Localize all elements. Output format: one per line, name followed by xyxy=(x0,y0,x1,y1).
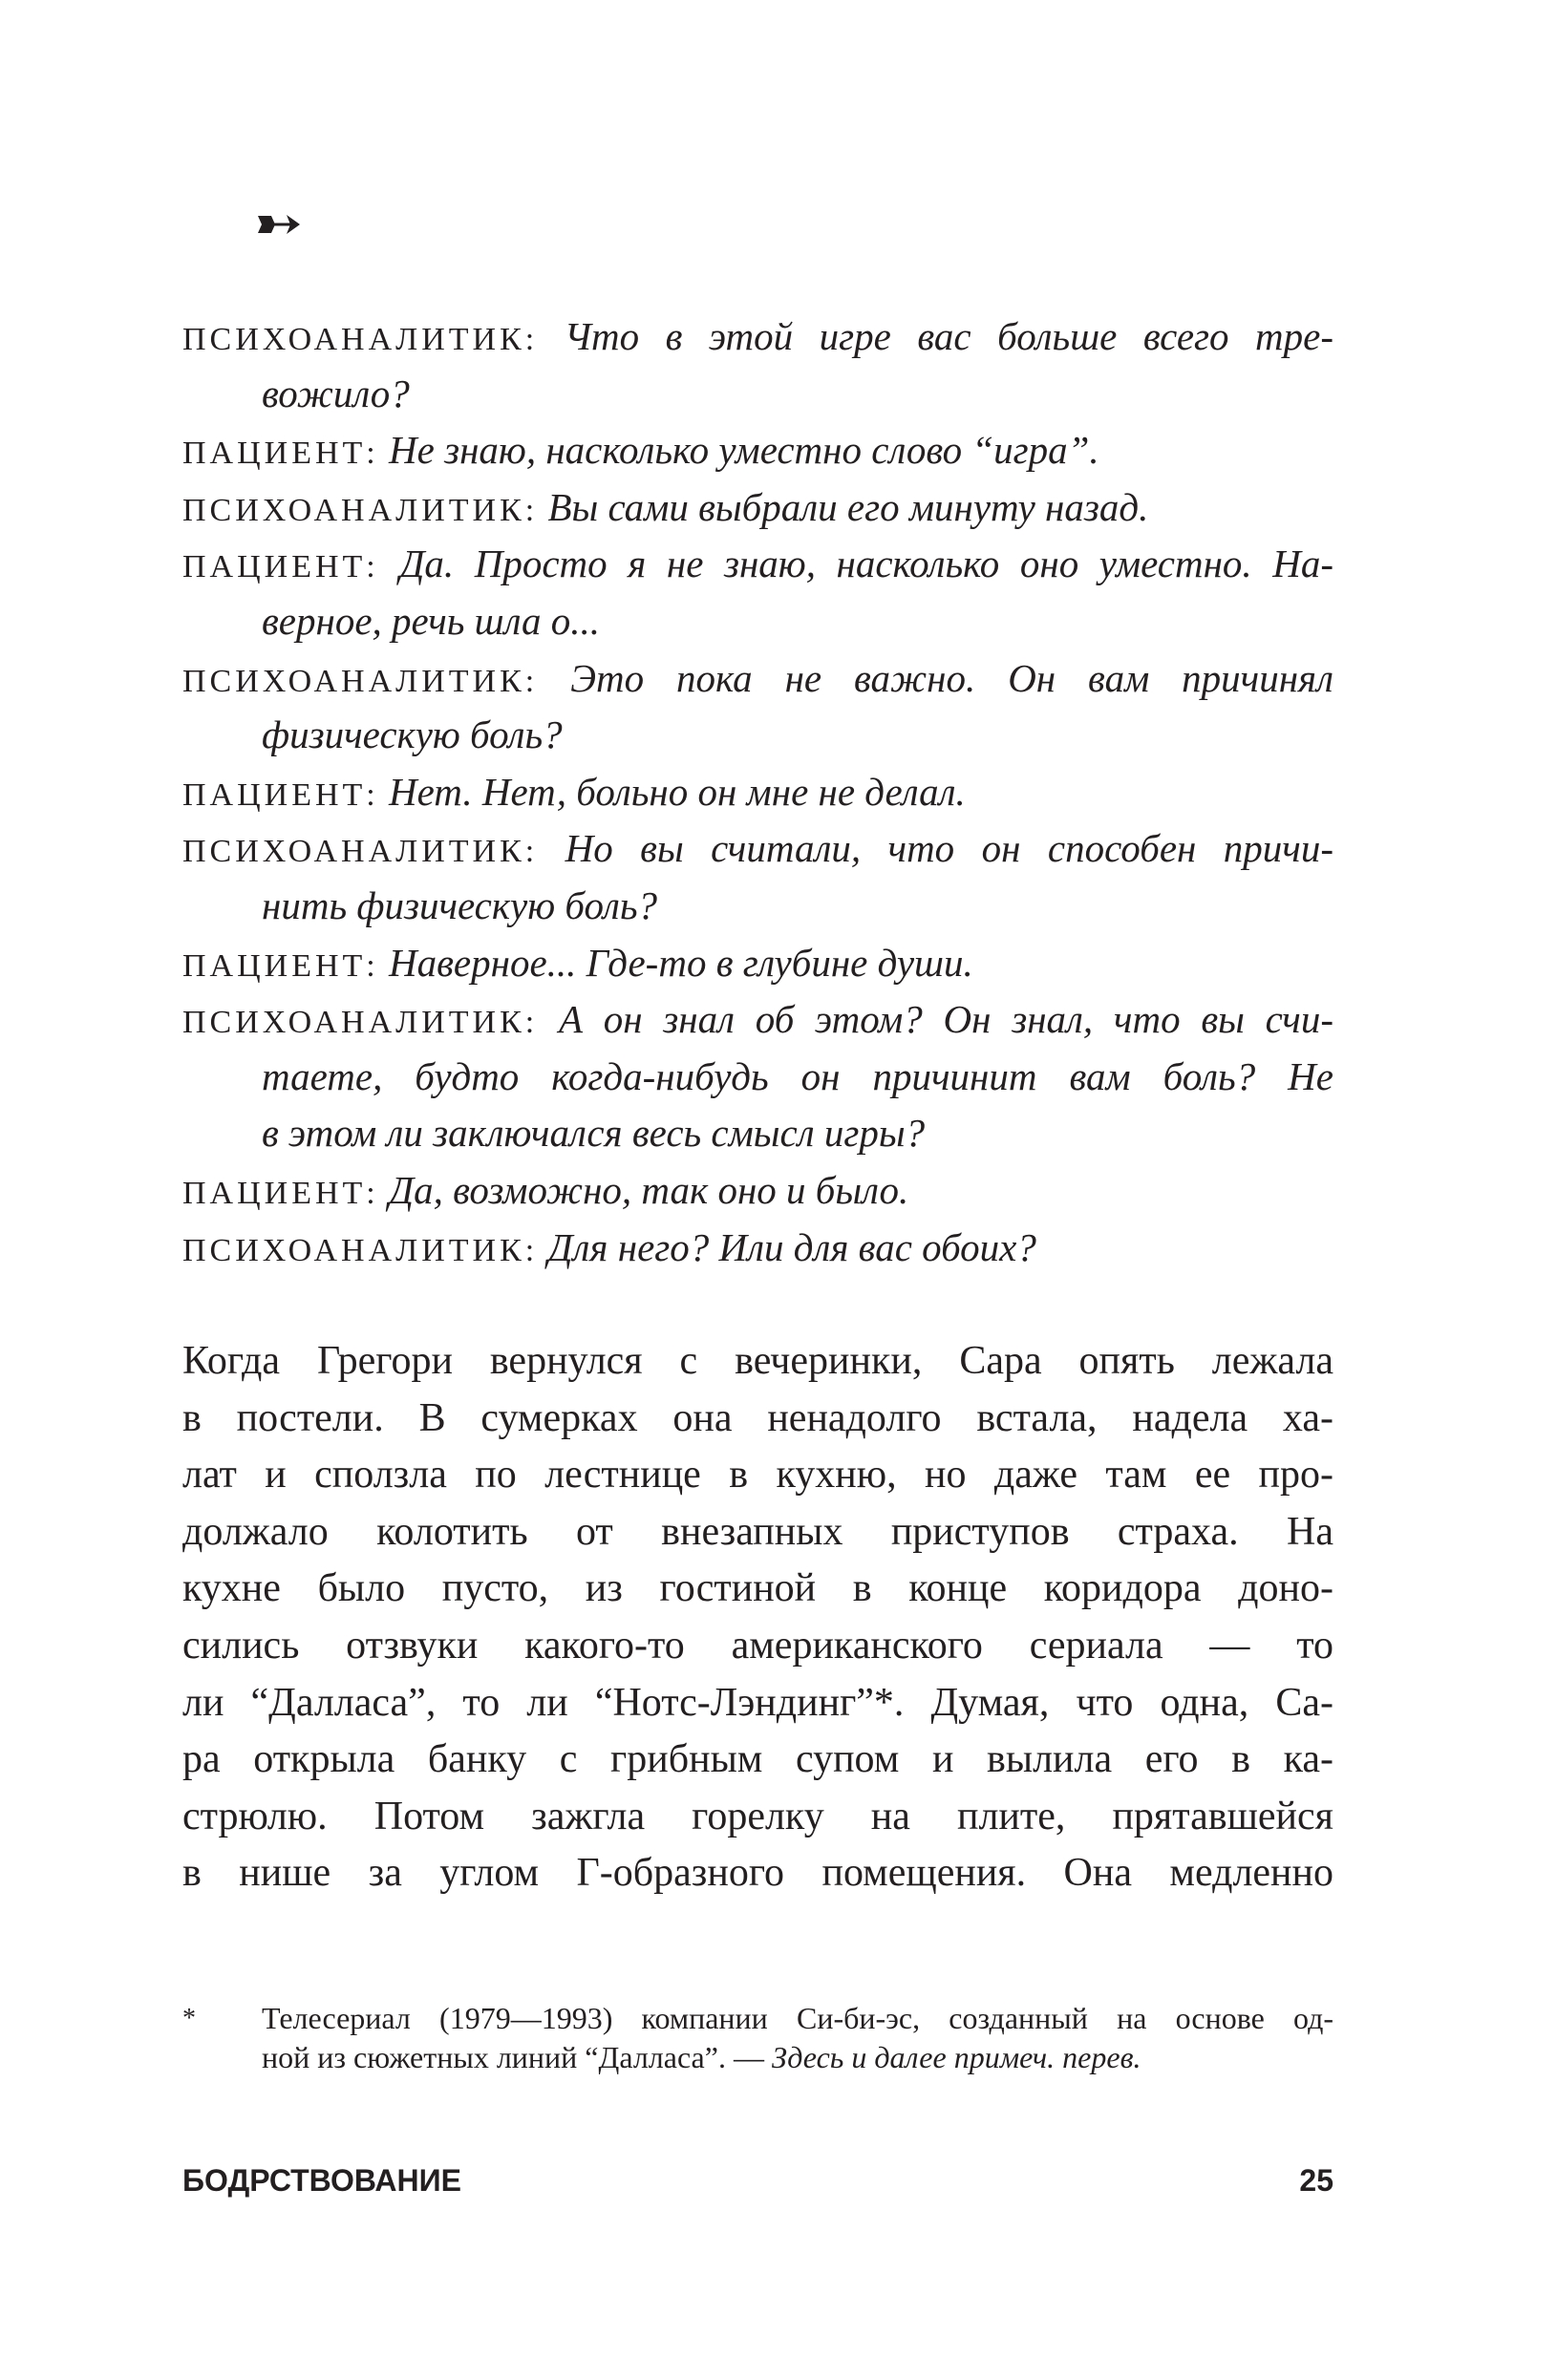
footnote-line xyxy=(262,2038,1333,2077)
dialogue-line xyxy=(182,820,1333,878)
footnote xyxy=(182,1999,1333,2077)
footnote-mark: * xyxy=(182,2004,196,2033)
paragraph-line: лат и сползла по лестнице в кухню, но даже там ее про- xyxy=(182,1453,1333,1498)
speaker-label: ПАЦИЕНТ: xyxy=(182,947,379,984)
speech-text: Да, возможно, так оно и было. xyxy=(389,1167,909,1212)
speaker-label: ПАЦИЕНТ: xyxy=(182,1175,379,1211)
dialogue-line xyxy=(182,1162,1333,1220)
dialogue-block xyxy=(182,308,1333,1276)
paragraph-line: ра открыла банку с грибным супом и вылила его в ка- xyxy=(182,1737,1333,1782)
paragraph-line: стрюлю. Потом зажгла горелку на плите, прятавшейся xyxy=(182,1794,1333,1838)
speech-text: Вы сами выбрали его минуту назад. xyxy=(547,484,1149,529)
dialogue-line xyxy=(182,764,1333,821)
speech-text: Не знаю, насколько уместно слово “игра”. xyxy=(389,428,1099,473)
paragraph-line: сились отзвуки какого-то американского сериала — то xyxy=(182,1623,1333,1668)
dialogue-line xyxy=(182,1220,1333,1277)
speech-text: в этом ли заключался весь смысл игры? xyxy=(262,1111,926,1156)
speech-text: Это пока не важно. Он вам причинял xyxy=(570,655,1333,700)
paragraph-line: ли “Далласа”, то ли “Нотс-Лэндинг”*. Думая, что одна, Са- xyxy=(182,1680,1333,1725)
dialogue-line xyxy=(182,366,1333,423)
speaker-label: ПАЦИЕНТ: xyxy=(182,549,379,585)
speaker-label: ПСИХОАНАЛИТИК: xyxy=(182,492,539,528)
speaker-label: ПСИХОАНАЛИТИК: xyxy=(182,1005,539,1041)
dialogue-line xyxy=(182,991,1333,1049)
running-head: БОДРСТВОВАНИЕ xyxy=(182,2163,461,2198)
paragraph-line: в постели. В сумерках она ненадолго встала, надела ха- xyxy=(182,1395,1333,1440)
speaker-label: ПАЦИЕНТ: xyxy=(182,436,379,472)
dialogue-line xyxy=(182,422,1333,479)
dialogue-line xyxy=(182,1105,1333,1162)
body-paragraph xyxy=(182,1333,1333,1902)
dialogue-line xyxy=(182,479,1333,537)
dialogue-line xyxy=(182,650,1333,708)
paragraph-line: кухне было пусто, из гостиной в конце коридора доно- xyxy=(182,1566,1333,1611)
paragraph-line: Когда Грегори вернулся с вечеринки, Сара опять лежала xyxy=(182,1339,1333,1383)
speech-text: Для него? Или для вас обоих? xyxy=(547,1224,1036,1269)
speech-text: вожило? xyxy=(262,371,410,415)
dialogue-line xyxy=(182,536,1333,593)
paragraph-line: в нише за углом Г-образного помещения. Она медленно xyxy=(182,1851,1333,1896)
speech-text: Наверное... Где-то в глубине души. xyxy=(389,940,973,985)
speech-text: таете, будто когда-нибудь он причинит вам боль? Не xyxy=(262,1053,1333,1098)
speech-text: Нет. Нет, больно он мне не делал. xyxy=(389,769,966,814)
footnote-text: ной из сюжетных линий “Далласа”. — xyxy=(262,2040,772,2074)
speaker-label: ПСИХОАНАЛИТИК: xyxy=(182,322,539,357)
paragraph-line: должало колотить от внезапных приступов страха. На xyxy=(182,1509,1333,1554)
footnote-line: Телесериал (1979—1993) компании Си-би-эс, созданный на основе од- xyxy=(262,2001,1333,2035)
arrow-ornament-icon xyxy=(258,210,302,239)
page-number: 25 xyxy=(1299,2163,1333,2198)
dialogue-line xyxy=(182,878,1333,935)
speech-text: Да. Просто я не знаю, насколько оно уместно. На- xyxy=(399,542,1333,586)
speech-text: верное, речь шла о... xyxy=(262,598,600,643)
speech-text: Но вы считали, что он способен причи- xyxy=(565,826,1333,871)
speaker-label: ПСИХОАНАЛИТИК: xyxy=(182,1232,539,1268)
page-footer xyxy=(182,2163,1333,2199)
speaker-label: ПСИХОАНАЛИТИК: xyxy=(182,834,539,870)
speech-text: Что в этой игре вас больше всего тре- xyxy=(564,314,1333,358)
dialogue-line xyxy=(182,593,1333,650)
speaker-label: ПАЦИЕНТ: xyxy=(182,776,379,813)
footnote-translator-note: Здесь и далее примеч. перев. xyxy=(771,2040,1141,2074)
speaker-label: ПСИХОАНАЛИТИК: xyxy=(182,663,539,699)
dialogue-line xyxy=(182,935,1333,992)
speech-text: А он знал об этом? Он знал, что вы счи- xyxy=(558,997,1333,1042)
dialogue-line xyxy=(182,308,1333,366)
speech-text: нить физическую боль? xyxy=(262,882,658,927)
dialogue-line xyxy=(182,1049,1333,1106)
dialogue-line xyxy=(182,707,1333,764)
speech-text: физическую боль? xyxy=(262,712,563,757)
